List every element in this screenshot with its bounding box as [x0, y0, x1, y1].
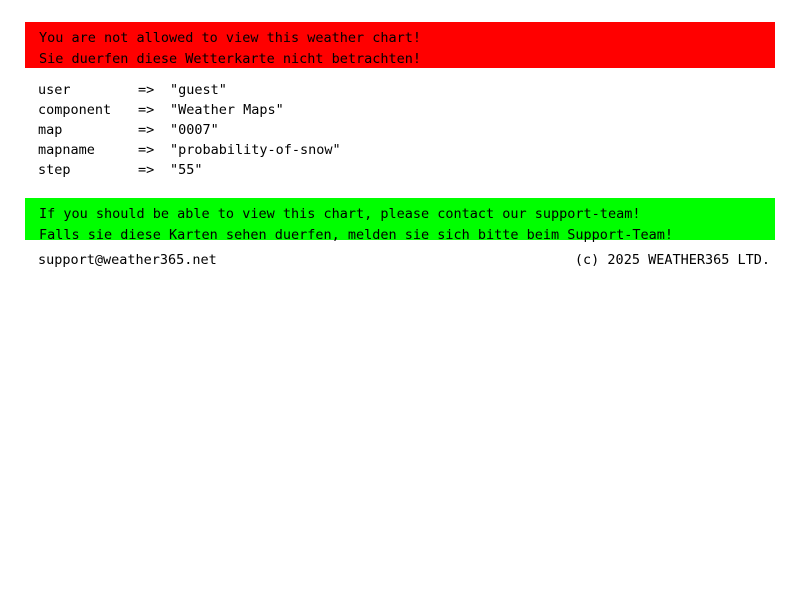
param-arrow-user: =>: [138, 82, 155, 98]
param-row-map: [38, 120, 758, 140]
access-denied-banner: [25, 22, 775, 68]
param-row-user: [38, 80, 758, 100]
param-value-map: "0007": [170, 122, 219, 138]
access-denied-message-en: You are not allowed to view this weather chart!: [39, 30, 422, 46]
support-message-en: If you should be able to view this chart, please contact our support-team!: [39, 206, 641, 222]
param-value-mapname: "probability-of-snow": [170, 142, 341, 158]
page-footer: [38, 250, 770, 270]
param-value-step: "55": [170, 162, 203, 178]
param-arrow-map: =>: [138, 122, 155, 138]
copyright-notice: (c) 2025 WEATHER365 LTD.: [574, 252, 770, 268]
param-row-mapname: [38, 140, 758, 160]
param-row-component: [38, 100, 758, 120]
param-key-user: user: [38, 82, 71, 98]
request-parameters-list: [38, 80, 758, 180]
param-arrow-step: =>: [138, 162, 155, 178]
param-key-component: component: [38, 102, 112, 118]
support-email-link[interactable]: support@weather365.net: [38, 252, 217, 268]
access-denied-message-de: Sie duerfen diese Wetterkarte nicht betrachten!: [39, 51, 422, 67]
param-arrow-mapname: =>: [138, 142, 155, 158]
support-message-de: Falls sie diese Karten sehen duerfen, melden sie sich bitte beim Support-Team!: [39, 227, 673, 243]
param-arrow-component: =>: [138, 102, 155, 118]
param-key-map: map: [38, 122, 63, 138]
param-value-component: "Weather Maps": [170, 102, 284, 118]
param-value-user: "guest": [170, 82, 227, 98]
param-key-step: step: [38, 162, 71, 178]
support-banner: [25, 198, 775, 243]
param-row-step: [38, 160, 758, 180]
param-key-mapname: mapname: [38, 142, 95, 158]
